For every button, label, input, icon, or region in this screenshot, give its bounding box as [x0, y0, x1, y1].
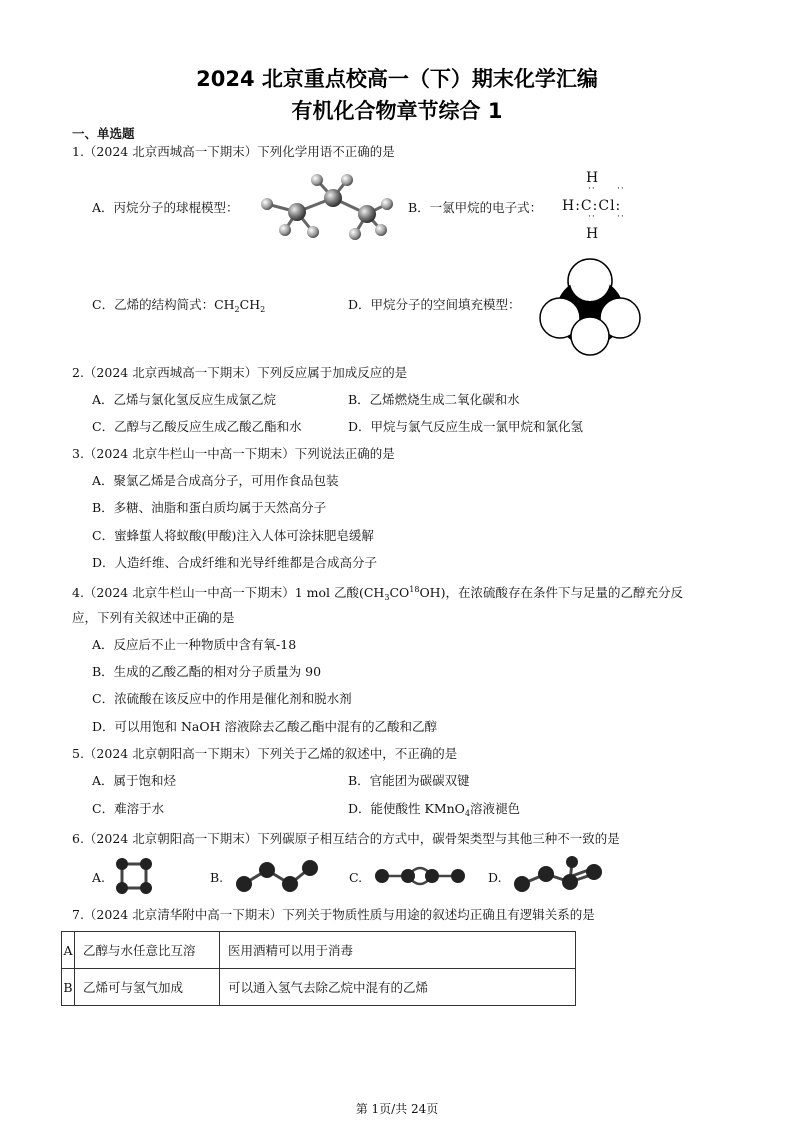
propane-ball-stick-model [255, 172, 405, 244]
q2-option-a: A．乙烯与氯化氢反应生成氯乙烷 [92, 392, 277, 407]
q5-d-part: 溶液褪色 [470, 801, 521, 816]
q7-options-table [61, 931, 576, 1006]
q5-option-d [348, 800, 520, 823]
carbon-ring-square-model [112, 856, 156, 896]
q4-option-c: C．浓硫酸在该反应中的作用是催化剂和脱水剂 [92, 691, 352, 706]
ed-dots-cl-top: ·· [617, 184, 625, 194]
doc-title-line2: 有机化合物章节综合 1 [291, 99, 503, 123]
q1-option-c-label: C．乙烯的结构简式： [92, 297, 215, 312]
ed-h-bottom: H [586, 226, 599, 242]
q7-stem: 7.（2024 北京清华附中高一下期末）下列关于物质性质与用途的叙述均正确且有逻辑关系的是 [72, 907, 595, 922]
q6-stem: 6.（2024 北京朝阳高一下期末）下列碳原子相互结合的方式中，碳骨架类型与其他三种不一致的是 [72, 831, 620, 846]
q4-stem-part: CO [389, 585, 410, 600]
q2-option-b: B．乙烯燃烧生成二氧化碳和水 [348, 392, 520, 407]
ethene-formula [214, 297, 265, 312]
q5-stem: 5.（2024 北京朝阳高一下期末）下列关于乙烯的叙述中，不正确的是 [72, 746, 458, 761]
q6-option-d: D. [488, 870, 502, 885]
q3-stem: 3.（2024 北京牛栏山一中高一下期末）下列说法正确的是 [72, 446, 395, 461]
q5-option-a: A．属于饱和烃 [92, 773, 177, 788]
q2-option-d: D．甲烷与氯气反应生成一氯甲烷和氯化氢 [348, 419, 584, 434]
q4-stem-line2: 应，下列有关叙述中正确的是 [72, 610, 235, 625]
q4-option-b: B．生成的乙酸乙酯的相对分子质量为 90 [92, 664, 322, 679]
q1-stem: 1.（2024 北京西城高一下期末）下列化学用语不正确的是 [72, 144, 395, 159]
carbon-chain-branched-model [510, 852, 610, 896]
q5-option-c: C．难溶于水 [92, 801, 165, 816]
q7-row-use: 可以通入氢气去除乙烷中混有的乙烯 [220, 969, 576, 1006]
ed-dots-cl-bottom: ·· [617, 212, 625, 222]
q3-option-c: C．蜜蜂蜇人将蚁酸(甲酸)注入人体可涂抹肥皂缓解 [92, 528, 374, 543]
q4-stem [72, 581, 683, 607]
q4-option-a: A．反应后不止一种物质中含有氧-18 [92, 637, 297, 652]
q7-row-property: 乙醇与水任意比互溶 [75, 932, 220, 969]
methane-space-filling-model [538, 256, 642, 358]
q7-row-key: A [62, 932, 75, 969]
table-row [62, 932, 576, 969]
chloromethane-electron-formula [560, 170, 640, 242]
q7-row-use: 医用酒精可以用于消毒 [220, 932, 576, 969]
q1-option-d: D．甲烷分子的空间填充模型： [348, 297, 521, 312]
q4-stem-sup: 18 [409, 585, 420, 594]
q3-option-b: B．多糖、油脂和蛋白质均属于天然高分子 [92, 500, 327, 515]
q6-option-a: A. [92, 870, 106, 885]
formula-sub: 2 [260, 305, 266, 314]
q1-option-b: B．一氯甲烷的电子式： [408, 200, 543, 215]
q5-d-part: D．能使酸性 KMnO [348, 801, 465, 816]
q4-stem-part: 4.（2024 北京牛栏山一中高一下期末）1 mol 乙酸(CH [72, 585, 385, 600]
ed-middle-row: H:C:Cl: [562, 198, 622, 214]
q3-option-d: D．人造纤维、合成纤维和光导纤维都是合成高分子 [92, 555, 378, 570]
q4-option-d: D．可以用饱和 NaOH 溶液除去乙酸乙酯中混有的乙酸和乙醇 [92, 719, 438, 734]
carbon-chain-double-bond-model [370, 856, 470, 896]
q2-option-c: C．乙醇与乙酸反应生成乙酸乙酯和水 [92, 419, 302, 434]
formula-sub: 2 [234, 305, 240, 314]
ed-dots-top: ·· [588, 184, 596, 194]
q5-option-b: B．官能团为碳碳双键 [348, 773, 470, 788]
table-row [62, 969, 576, 1006]
q7-row-key: B [62, 969, 75, 1006]
q7-row-property: 乙烯可与氢气加成 [75, 969, 220, 1006]
q1-option-a: A．丙烷分子的球棍模型： [92, 200, 239, 215]
formula-part: CH [214, 297, 235, 312]
page-footer: 第 1页/共 24页 [355, 1102, 439, 1116]
formula-part: CH [239, 297, 261, 312]
doc-title-line1: 2024 北京重点校高一（下）期末化学汇编 [196, 67, 598, 91]
q1-option-c [92, 296, 265, 319]
ed-h-top: H [586, 170, 599, 186]
carbon-chain-zigzag-model [232, 856, 322, 896]
q4-stem-part: OH)，在浓硫酸存在条件下与足量的乙醇充分反 [419, 585, 683, 600]
q4-stem-sub: 3 [384, 593, 390, 602]
q5-d-sub: 4 [464, 809, 471, 818]
q3-option-a: A．聚氯乙烯是合成高分子，可用作食品包装 [92, 473, 339, 488]
section-heading: 一、单选题 [72, 126, 135, 141]
q2-stem: 2.（2024 北京西城高一下期末）下列反应属于加成反应的是 [72, 365, 408, 380]
q6-option-b: B. [210, 870, 224, 885]
q6-option-c: C. [349, 870, 363, 885]
ed-dots-bottom: ·· [588, 212, 596, 222]
